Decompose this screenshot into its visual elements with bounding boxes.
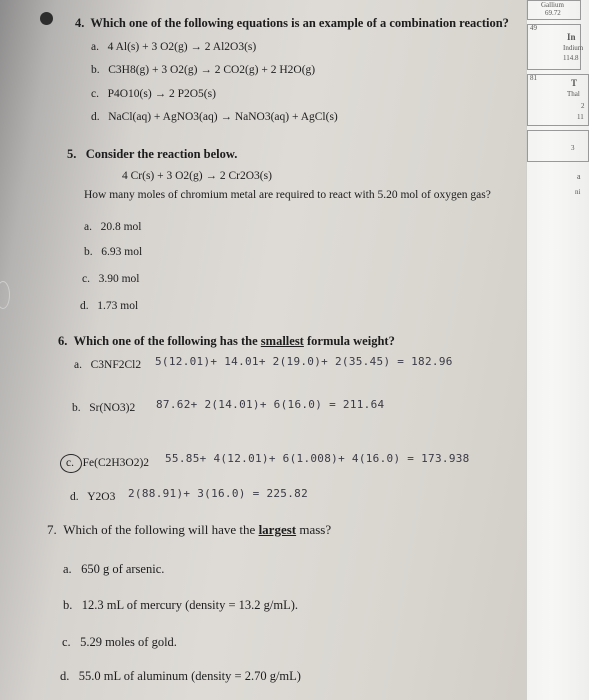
q5-prompt: How many moles of chromium metal are required to react with 5.20 mol of oxygen gas? (84, 189, 491, 201)
periodic-table-strip: Gallium 69.72 49 In Indium 114.8 81 T Thal 2 11 3 a ni (526, 0, 589, 700)
binder-hole-middle (0, 281, 10, 309)
q4-text: Which one of the following equations is an example of a combination reaction? (90, 16, 509, 30)
q6-option-c: c. Fe(C2H3O2)2 (66, 457, 150, 469)
q5-option-d: d. 1.73 mol (80, 300, 139, 312)
q4-option-d: d. NaCl(aq) + AgNO3(aq) → NaNO3(aq) + AgCl(s) (91, 111, 338, 123)
q7-option-b: b. 12.3 mL of mercury (density = 13.2 g/mL). (63, 598, 299, 612)
q6-option-b: b. Sr(NO3)2 (72, 402, 136, 414)
q7-number: 7. (47, 522, 57, 537)
q5-number: 5. (67, 147, 77, 161)
q4-option-b: b. C3H8(g) + 3 O2(g) → 2 CO2(g) + 2 H2O(g) (91, 64, 316, 76)
q6-option-a: a. C3NF2Cl2 (74, 359, 142, 371)
q5-reaction: 4 Cr(s) + 3 O2(g) → 2 Cr2O3(s) (122, 170, 272, 182)
binder-hole-top (40, 12, 53, 25)
q5-option-b: b. 6.93 mol (84, 246, 143, 258)
q6-option-d: d. Y2O3 (70, 491, 116, 503)
q7-option-c: c. 5.29 moles of gold. (62, 635, 177, 649)
q5-option-c: c. 3.90 mol (82, 273, 140, 285)
q4-header (75, 16, 509, 31)
q4-option-a: a. 4 Al(s) + 3 O2(g) → 2 Al2O3(s) (91, 41, 257, 53)
q7-header: 7. Which of the following will have the largest mass? (47, 522, 332, 537)
q6-option-d-work: 2(88.91)+ 3(16.0) = 225.82 (128, 487, 308, 500)
q7-option-d: d. 55.0 mL of aluminum (density = 2.70 g/mL) (60, 669, 301, 683)
q6-option-b-work: 87.62+ 2(14.01)+ 6(16.0) = 211.64 (156, 398, 385, 411)
q6-number: 6. (58, 334, 68, 348)
q6-option-a-work: 5(12.01)+ 14.01+ 2(19.0)+ 2(35.45) = 182.96 (155, 355, 453, 368)
q6-emphasis: smallest (260, 334, 304, 348)
q5-text: Consider the reaction below. (85, 147, 238, 161)
q5-header (67, 147, 237, 162)
q5-option-a: a. 20.8 mol (84, 221, 142, 233)
q7-emphasis: largest (258, 522, 297, 537)
q4-number: 4. (75, 16, 85, 30)
q6-option-c-work: 55.85+ 4(12.01)+ 6(1.008)+ 4(16.0) = 173.938 (165, 452, 470, 465)
q7-option-a: a. 650 g of arsenic. (63, 562, 165, 576)
q6-header: 6. Which one of the following has the smallest formula weight? (58, 334, 395, 348)
q4-option-c: c. P4O10(s) → 2 P2O5(s) (91, 88, 216, 100)
